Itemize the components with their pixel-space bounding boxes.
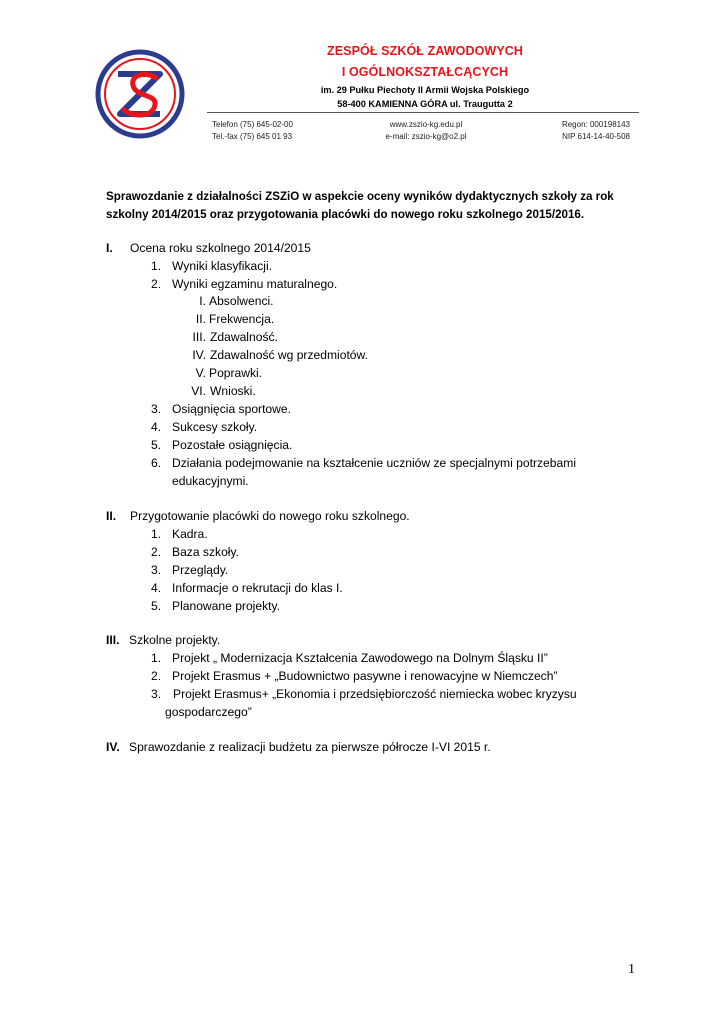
contact-phone: Telefon (75) 645-02-00	[212, 120, 293, 129]
contact-fax: Tel.-fax (75) 645 01 93	[212, 132, 293, 141]
list-item: Wyniki egzaminu maturalnego.	[172, 277, 338, 291]
list-item-continuation: edukacyjnymi.	[172, 474, 249, 488]
sublist-number: VI.	[191, 384, 206, 398]
section-2-title: Przygotowanie placówki do nowego roku szkolnego.	[130, 509, 410, 523]
list-number: 3.	[151, 563, 162, 577]
sublist-number: IV.	[192, 348, 206, 362]
school-patron: im. 29 Pułku Piechoty II Armii Wojska Polskiego	[320, 85, 530, 95]
list-item: Projekt Erasmus+ „Ekonomia i przedsiębiorczość niemiecka wobec kryzysu	[173, 687, 577, 701]
list-item: Pozostałe osiągnięcia.	[172, 438, 293, 452]
page-number: 1	[628, 962, 635, 977]
sublist-item: Zdawalność.	[210, 330, 278, 344]
section-3-title: Szkolne projekty.	[129, 633, 221, 647]
list-item: Informacje o rekrutacji do klas I.	[172, 581, 343, 595]
list-item: Planowane projekty.	[172, 599, 281, 613]
list-number: 2.	[151, 669, 162, 683]
sublist-number: II.	[195, 312, 206, 326]
sublist-item: Poprawki.	[209, 366, 263, 380]
section-4-title: Sprawozdanie z realizacji budżetu za pierwsze półrocze I-VI 2015 r.	[129, 740, 491, 754]
school-name-line2: I OGÓLNOKSZTAŁCĄCYCH	[341, 65, 509, 79]
contact-regon: Regon: 000198143	[561, 120, 630, 129]
list-item: Projekt „ Modernizacja Kształcenia Zawodowego na Dolnym Śląsku II”	[172, 651, 548, 665]
section-3-number: III.	[106, 633, 120, 647]
list-number: 1.	[151, 651, 162, 665]
school-logo	[94, 48, 186, 140]
section-1-number: I.	[106, 241, 113, 255]
school-name-line1: ZESPÓŁ SZKÓŁ ZAWODOWYCH	[326, 44, 524, 58]
section-4-number: IV.	[106, 740, 120, 754]
list-number: 1.	[151, 527, 162, 541]
sublist-item: Zdawalność wg przedmiotów.	[210, 348, 368, 362]
section-1-title: Ocena roku szkolnego 2014/2015	[130, 241, 311, 255]
sublist-number: III.	[192, 330, 206, 344]
school-address: 58-400 KAMIENNA GÓRA ul. Traugutta 2	[337, 99, 513, 109]
list-item: Osiągnięcia sportowe.	[172, 402, 291, 416]
sublist-item: Wnioski.	[210, 384, 256, 398]
contact-www[interactable]: www.zszio-kg.edu.pl	[389, 120, 463, 129]
list-item: Przeglądy.	[172, 563, 229, 577]
list-number: 2.	[151, 545, 162, 559]
list-number: 4.	[151, 420, 162, 434]
list-number: 2.	[151, 277, 162, 291]
report-title-line1: Sprawozdanie z działalności ZSZiO w aspekcie oceny wyników dydaktycznych szkoły za rok	[106, 190, 614, 203]
contact-nip: NIP 614-14-40-508	[562, 132, 630, 141]
list-number: 1.	[151, 259, 162, 273]
list-item: Baza szkoły.	[172, 545, 239, 559]
list-item-continuation: gospodarczego”	[165, 705, 252, 719]
list-item: Działania podejmowanie na kształcenie uczniów ze specjalnymi potrzebami	[172, 456, 577, 470]
header-divider	[207, 112, 639, 113]
list-number: 6.	[151, 456, 162, 470]
sublist-item: Absolwenci.	[209, 294, 274, 308]
list-number: 3.	[151, 402, 162, 416]
list-item: Projekt Erasmus + „Budownictwo pasywne i renowacyjne w Niemczech”	[172, 669, 558, 683]
list-number: 4.	[151, 581, 162, 595]
list-number: 5.	[151, 599, 162, 613]
report-title-line2: szkolny 2014/2015 oraz przygotowania placówki do nowego roku szkolnego 2015/2016.	[106, 208, 585, 221]
list-item: Wyniki klasyfikacji.	[172, 259, 273, 273]
sublist-number: V.	[195, 366, 206, 380]
sublist-number: I.	[199, 294, 206, 308]
list-item: Sukcesy szkoły.	[172, 420, 258, 434]
list-number: 3.	[151, 687, 162, 701]
sublist-item: Frekwencja.	[209, 312, 275, 326]
list-number: 5.	[151, 438, 162, 452]
list-item: Kadra.	[172, 527, 208, 541]
contact-email[interactable]: e-mail: zszio-kg@o2.pl	[385, 132, 467, 141]
section-2-number: II.	[106, 509, 117, 523]
